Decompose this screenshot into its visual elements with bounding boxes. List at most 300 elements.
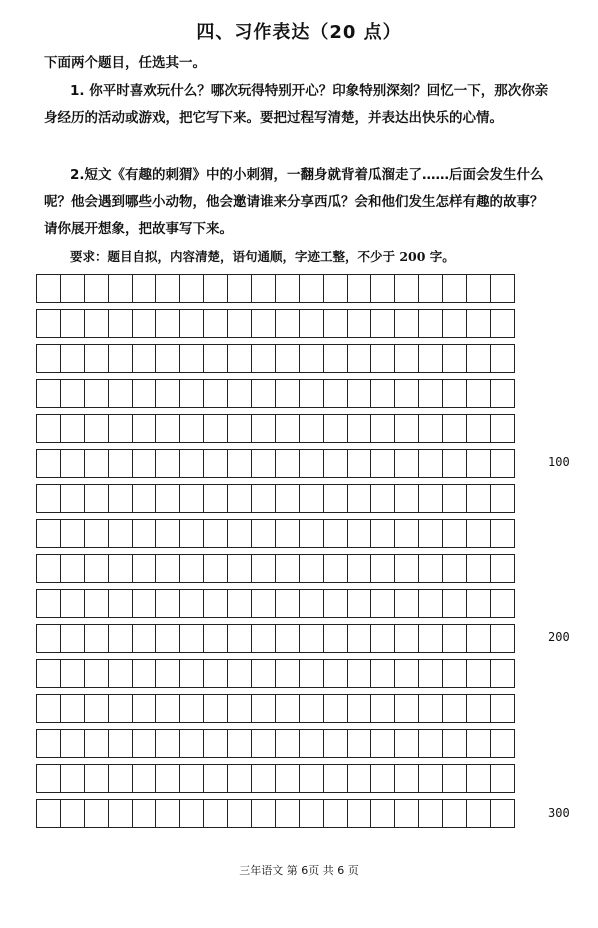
grid-cell[interactable] (347, 764, 372, 793)
grid-cell[interactable] (299, 309, 324, 338)
grid-cell[interactable] (370, 554, 395, 583)
grid-cell[interactable] (108, 729, 133, 758)
grid-cell[interactable] (347, 729, 372, 758)
grid-cell[interactable] (179, 344, 204, 373)
grid-cell[interactable] (179, 274, 204, 303)
grid-cell[interactable] (466, 449, 491, 478)
grid-cell[interactable] (394, 729, 419, 758)
grid-cell[interactable] (179, 624, 204, 653)
grid-cell[interactable] (418, 484, 443, 513)
grid-cell[interactable] (418, 589, 443, 618)
grid-cell[interactable] (299, 274, 324, 303)
grid-cell[interactable] (155, 589, 180, 618)
grid-cell[interactable] (60, 414, 85, 443)
grid-cell[interactable] (418, 309, 443, 338)
grid-cell[interactable] (490, 309, 515, 338)
grid-cell[interactable] (132, 344, 157, 373)
grid-cell[interactable] (418, 344, 443, 373)
grid-cell[interactable] (179, 449, 204, 478)
grid-cell[interactable] (84, 449, 109, 478)
grid-cell[interactable] (203, 624, 228, 653)
grid-cell[interactable] (108, 624, 133, 653)
grid-cell[interactable] (108, 449, 133, 478)
grid-cell[interactable] (251, 379, 276, 408)
grid-cell[interactable] (60, 729, 85, 758)
grid-cell[interactable] (323, 309, 348, 338)
grid-cell[interactable] (275, 729, 300, 758)
grid-cell[interactable] (60, 659, 85, 688)
grid-cell[interactable] (275, 414, 300, 443)
grid-cell[interactable] (370, 799, 395, 828)
grid-cell[interactable] (84, 274, 109, 303)
grid-cell[interactable] (347, 659, 372, 688)
grid-cell[interactable] (60, 554, 85, 583)
grid-cell[interactable] (155, 694, 180, 723)
grid-cell[interactable] (251, 484, 276, 513)
grid-cell[interactable] (442, 344, 467, 373)
grid-cell[interactable] (155, 379, 180, 408)
grid-cell[interactable] (490, 519, 515, 548)
grid-cell[interactable] (370, 764, 395, 793)
grid-cell[interactable] (299, 799, 324, 828)
grid-cell[interactable] (203, 659, 228, 688)
grid-cell[interactable] (370, 379, 395, 408)
grid-cell[interactable] (323, 274, 348, 303)
grid-cell[interactable] (203, 799, 228, 828)
grid-cell[interactable] (275, 694, 300, 723)
grid-cell[interactable] (490, 414, 515, 443)
grid-cell[interactable] (299, 344, 324, 373)
grid-cell[interactable] (418, 729, 443, 758)
grid-cell[interactable] (275, 799, 300, 828)
grid-cell[interactable] (251, 309, 276, 338)
grid-cell[interactable] (227, 694, 252, 723)
grid-cell[interactable] (347, 624, 372, 653)
grid-cell[interactable] (36, 344, 61, 373)
grid-cell[interactable] (179, 519, 204, 548)
grid-cell[interactable] (394, 519, 419, 548)
grid-cell[interactable] (36, 519, 61, 548)
grid-cell[interactable] (370, 484, 395, 513)
grid-cell[interactable] (394, 379, 419, 408)
grid-cell[interactable] (323, 344, 348, 373)
grid-cell[interactable] (179, 414, 204, 443)
grid-cell[interactable] (323, 379, 348, 408)
grid-cell[interactable] (370, 659, 395, 688)
grid-cell[interactable] (418, 624, 443, 653)
grid-cell[interactable] (299, 519, 324, 548)
grid-cell[interactable] (84, 624, 109, 653)
grid-cell[interactable] (203, 729, 228, 758)
grid-cell[interactable] (60, 589, 85, 618)
grid-cell[interactable] (227, 414, 252, 443)
grid-cell[interactable] (275, 554, 300, 583)
grid-cell[interactable] (251, 344, 276, 373)
grid-cell[interactable] (227, 274, 252, 303)
grid-cell[interactable] (394, 764, 419, 793)
grid-cell[interactable] (251, 764, 276, 793)
grid-cell[interactable] (132, 414, 157, 443)
grid-cell[interactable] (251, 554, 276, 583)
grid-cell[interactable] (275, 379, 300, 408)
grid-cell[interactable] (251, 449, 276, 478)
grid-cell[interactable] (203, 449, 228, 478)
grid-cell[interactable] (251, 694, 276, 723)
grid-cell[interactable] (466, 729, 491, 758)
grid-cell[interactable] (394, 309, 419, 338)
grid-cell[interactable] (442, 484, 467, 513)
grid-cell[interactable] (108, 414, 133, 443)
grid-cell[interactable] (84, 659, 109, 688)
grid-cell[interactable] (108, 274, 133, 303)
grid-cell[interactable] (490, 624, 515, 653)
grid-cell[interactable] (394, 274, 419, 303)
grid-cell[interactable] (84, 484, 109, 513)
grid-cell[interactable] (418, 554, 443, 583)
grid-cell[interactable] (132, 309, 157, 338)
grid-cell[interactable] (108, 309, 133, 338)
grid-cell[interactable] (323, 764, 348, 793)
grid-cell[interactable] (155, 344, 180, 373)
grid-cell[interactable] (155, 729, 180, 758)
grid-cell[interactable] (490, 659, 515, 688)
grid-cell[interactable] (442, 799, 467, 828)
grid-cell[interactable] (227, 484, 252, 513)
grid-cell[interactable] (60, 344, 85, 373)
grid-cell[interactable] (251, 274, 276, 303)
grid-cell[interactable] (227, 519, 252, 548)
grid-cell[interactable] (227, 309, 252, 338)
grid-cell[interactable] (347, 799, 372, 828)
grid-cell[interactable] (155, 484, 180, 513)
grid-cell[interactable] (179, 309, 204, 338)
grid-cell[interactable] (60, 484, 85, 513)
grid-cell[interactable] (203, 764, 228, 793)
grid-cell[interactable] (251, 659, 276, 688)
grid-cell[interactable] (370, 309, 395, 338)
grid-cell[interactable] (275, 344, 300, 373)
grid-cell[interactable] (466, 274, 491, 303)
grid-cell[interactable] (84, 414, 109, 443)
grid-cell[interactable] (227, 659, 252, 688)
grid-cell[interactable] (227, 589, 252, 618)
grid-cell[interactable] (347, 449, 372, 478)
grid-cell[interactable] (60, 309, 85, 338)
grid-cell[interactable] (155, 624, 180, 653)
grid-cell[interactable] (108, 589, 133, 618)
grid-cell[interactable] (418, 379, 443, 408)
grid-cell[interactable] (108, 764, 133, 793)
grid-cell[interactable] (299, 729, 324, 758)
grid-cell[interactable] (347, 379, 372, 408)
grid-cell[interactable] (251, 589, 276, 618)
grid-cell[interactable] (155, 414, 180, 443)
grid-cell[interactable] (442, 554, 467, 583)
grid-cell[interactable] (299, 379, 324, 408)
grid-cell[interactable] (466, 379, 491, 408)
grid-cell[interactable] (299, 659, 324, 688)
grid-cell[interactable] (275, 484, 300, 513)
grid-cell[interactable] (227, 554, 252, 583)
grid-cell[interactable] (132, 729, 157, 758)
grid-cell[interactable] (299, 554, 324, 583)
grid-cell[interactable] (227, 624, 252, 653)
grid-cell[interactable] (323, 414, 348, 443)
grid-cell[interactable] (347, 554, 372, 583)
grid-cell[interactable] (490, 554, 515, 583)
grid-cell[interactable] (323, 589, 348, 618)
grid-cell[interactable] (108, 694, 133, 723)
grid-cell[interactable] (132, 484, 157, 513)
grid-cell[interactable] (275, 274, 300, 303)
grid-cell[interactable] (299, 589, 324, 618)
grid-cell[interactable] (299, 484, 324, 513)
grid-cell[interactable] (179, 484, 204, 513)
grid-cell[interactable] (442, 274, 467, 303)
grid-cell[interactable] (84, 764, 109, 793)
grid-cell[interactable] (132, 449, 157, 478)
grid-cell[interactable] (418, 274, 443, 303)
grid-cell[interactable] (108, 799, 133, 828)
grid-cell[interactable] (442, 624, 467, 653)
grid-cell[interactable] (227, 449, 252, 478)
grid-cell[interactable] (84, 344, 109, 373)
grid-cell[interactable] (466, 694, 491, 723)
grid-cell[interactable] (203, 589, 228, 618)
grid-cell[interactable] (132, 799, 157, 828)
grid-cell[interactable] (36, 274, 61, 303)
grid-cell[interactable] (370, 589, 395, 618)
grid-cell[interactable] (275, 589, 300, 618)
grid-cell[interactable] (370, 414, 395, 443)
grid-cell[interactable] (132, 554, 157, 583)
grid-cell[interactable] (490, 449, 515, 478)
grid-cell[interactable] (466, 589, 491, 618)
grid-cell[interactable] (347, 484, 372, 513)
grid-cell[interactable] (179, 379, 204, 408)
grid-cell[interactable] (36, 589, 61, 618)
grid-cell[interactable] (36, 799, 61, 828)
grid-cell[interactable] (442, 309, 467, 338)
grid-cell[interactable] (251, 414, 276, 443)
grid-cell[interactable] (36, 414, 61, 443)
grid-cell[interactable] (203, 344, 228, 373)
grid-cell[interactable] (394, 659, 419, 688)
grid-cell[interactable] (179, 554, 204, 583)
grid-cell[interactable] (394, 344, 419, 373)
grid-cell[interactable] (442, 764, 467, 793)
grid-cell[interactable] (155, 659, 180, 688)
grid-cell[interactable] (466, 554, 491, 583)
grid-cell[interactable] (394, 799, 419, 828)
grid-cell[interactable] (251, 624, 276, 653)
grid-cell[interactable] (275, 659, 300, 688)
grid-cell[interactable] (132, 659, 157, 688)
grid-cell[interactable] (179, 694, 204, 723)
grid-cell[interactable] (275, 519, 300, 548)
grid-cell[interactable] (203, 379, 228, 408)
grid-cell[interactable] (60, 624, 85, 653)
grid-cell[interactable] (347, 589, 372, 618)
grid-cell[interactable] (179, 729, 204, 758)
grid-cell[interactable] (418, 519, 443, 548)
grid-cell[interactable] (490, 274, 515, 303)
grid-cell[interactable] (466, 659, 491, 688)
grid-cell[interactable] (299, 764, 324, 793)
grid-cell[interactable] (418, 449, 443, 478)
grid-cell[interactable] (36, 659, 61, 688)
grid-cell[interactable] (251, 729, 276, 758)
grid-cell[interactable] (418, 414, 443, 443)
grid-cell[interactable] (394, 484, 419, 513)
grid-cell[interactable] (179, 764, 204, 793)
grid-cell[interactable] (442, 589, 467, 618)
grid-cell[interactable] (203, 484, 228, 513)
grid-cell[interactable] (370, 274, 395, 303)
grid-cell[interactable] (84, 589, 109, 618)
grid-cell[interactable] (323, 659, 348, 688)
grid-cell[interactable] (370, 624, 395, 653)
grid-cell[interactable] (442, 694, 467, 723)
grid-cell[interactable] (370, 519, 395, 548)
grid-cell[interactable] (490, 694, 515, 723)
grid-cell[interactable] (203, 309, 228, 338)
grid-cell[interactable] (84, 799, 109, 828)
grid-cell[interactable] (155, 449, 180, 478)
grid-cell[interactable] (347, 344, 372, 373)
grid-cell[interactable] (299, 449, 324, 478)
grid-cell[interactable] (490, 589, 515, 618)
grid-cell[interactable] (490, 484, 515, 513)
grid-cell[interactable] (84, 379, 109, 408)
grid-cell[interactable] (36, 379, 61, 408)
grid-cell[interactable] (155, 519, 180, 548)
grid-cell[interactable] (155, 309, 180, 338)
grid-cell[interactable] (60, 694, 85, 723)
grid-cell[interactable] (323, 449, 348, 478)
grid-cell[interactable] (490, 344, 515, 373)
grid-cell[interactable] (179, 659, 204, 688)
grid-cell[interactable] (299, 414, 324, 443)
grid-cell[interactable] (179, 589, 204, 618)
grid-cell[interactable] (84, 519, 109, 548)
grid-cell[interactable] (323, 624, 348, 653)
grid-cell[interactable] (490, 729, 515, 758)
grid-cell[interactable] (36, 729, 61, 758)
grid-cell[interactable] (36, 309, 61, 338)
grid-cell[interactable] (36, 484, 61, 513)
grid-cell[interactable] (370, 694, 395, 723)
grid-cell[interactable] (84, 554, 109, 583)
grid-cell[interactable] (132, 764, 157, 793)
grid-cell[interactable] (442, 519, 467, 548)
grid-cell[interactable] (418, 799, 443, 828)
grid-cell[interactable] (227, 729, 252, 758)
grid-cell[interactable] (227, 344, 252, 373)
grid-cell[interactable] (466, 519, 491, 548)
grid-cell[interactable] (60, 449, 85, 478)
grid-cell[interactable] (394, 694, 419, 723)
grid-cell[interactable] (442, 659, 467, 688)
grid-cell[interactable] (251, 799, 276, 828)
grid-cell[interactable] (60, 764, 85, 793)
grid-cell[interactable] (490, 799, 515, 828)
grid-cell[interactable] (442, 379, 467, 408)
grid-cell[interactable] (84, 309, 109, 338)
grid-cell[interactable] (132, 694, 157, 723)
grid-cell[interactable] (275, 764, 300, 793)
grid-cell[interactable] (108, 344, 133, 373)
grid-cell[interactable] (323, 694, 348, 723)
grid-cell[interactable] (132, 624, 157, 653)
grid-cell[interactable] (36, 449, 61, 478)
grid-cell[interactable] (370, 344, 395, 373)
grid-cell[interactable] (370, 449, 395, 478)
grid-cell[interactable] (347, 519, 372, 548)
grid-cell[interactable] (275, 309, 300, 338)
grid-cell[interactable] (466, 624, 491, 653)
grid-cell[interactable] (36, 554, 61, 583)
grid-cell[interactable] (275, 449, 300, 478)
grid-cell[interactable] (227, 764, 252, 793)
grid-cell[interactable] (203, 554, 228, 583)
grid-cell[interactable] (299, 694, 324, 723)
grid-cell[interactable] (442, 449, 467, 478)
grid-cell[interactable] (203, 519, 228, 548)
grid-cell[interactable] (108, 554, 133, 583)
grid-cell[interactable] (418, 694, 443, 723)
grid-cell[interactable] (394, 624, 419, 653)
grid-cell[interactable] (60, 274, 85, 303)
grid-cell[interactable] (227, 379, 252, 408)
grid-cell[interactable] (132, 274, 157, 303)
grid-cell[interactable] (466, 344, 491, 373)
grid-cell[interactable] (36, 764, 61, 793)
grid-cell[interactable] (323, 799, 348, 828)
grid-cell[interactable] (347, 694, 372, 723)
grid-cell[interactable] (394, 589, 419, 618)
grid-cell[interactable] (490, 379, 515, 408)
grid-cell[interactable] (132, 519, 157, 548)
grid-cell[interactable] (347, 414, 372, 443)
grid-cell[interactable] (84, 729, 109, 758)
grid-cell[interactable] (155, 274, 180, 303)
grid-cell[interactable] (490, 764, 515, 793)
grid-cell[interactable] (155, 554, 180, 583)
grid-cell[interactable] (251, 519, 276, 548)
grid-cell[interactable] (227, 799, 252, 828)
grid-cell[interactable] (155, 799, 180, 828)
grid-cell[interactable] (84, 694, 109, 723)
grid-cell[interactable] (418, 764, 443, 793)
grid-cell[interactable] (323, 519, 348, 548)
grid-cell[interactable] (108, 484, 133, 513)
grid-cell[interactable] (60, 379, 85, 408)
grid-cell[interactable] (108, 379, 133, 408)
grid-cell[interactable] (132, 379, 157, 408)
grid-cell[interactable] (108, 659, 133, 688)
grid-cell[interactable] (466, 764, 491, 793)
grid-cell[interactable] (323, 729, 348, 758)
grid-cell[interactable] (394, 554, 419, 583)
grid-cell[interactable] (36, 694, 61, 723)
grid-cell[interactable] (60, 799, 85, 828)
grid-cell[interactable] (347, 309, 372, 338)
grid-cell[interactable] (394, 449, 419, 478)
grid-cell[interactable] (108, 519, 133, 548)
grid-cell[interactable] (418, 659, 443, 688)
grid-cell[interactable] (203, 414, 228, 443)
